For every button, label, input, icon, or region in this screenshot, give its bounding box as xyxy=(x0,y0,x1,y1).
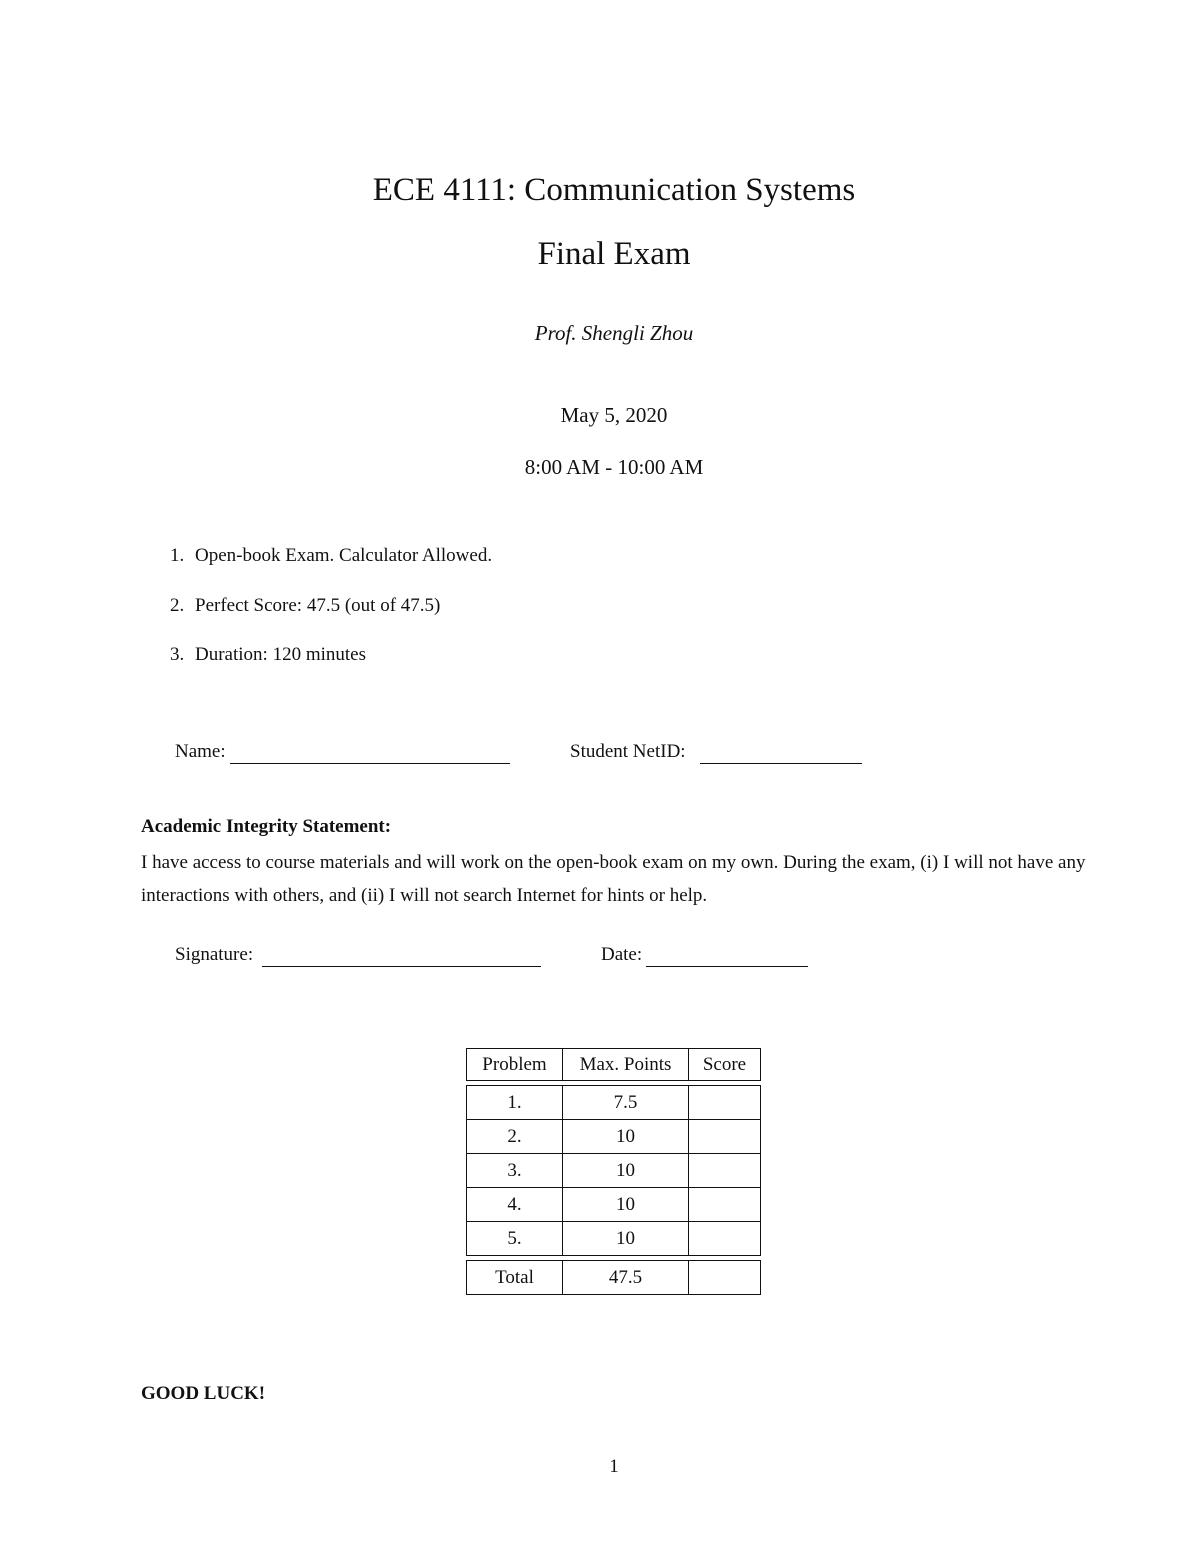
closing-text: GOOD LUCK! xyxy=(141,1383,266,1404)
integrity-body: I have access to course materials and will work on the open-book exam on my own. During the exam, (i) I will not have any interactions with others, and (ii) I will not search Internet for hints or help. xyxy=(141,852,1086,906)
instruction-number: 2. xyxy=(170,595,185,616)
name-label: Name: xyxy=(175,741,226,762)
score-cell[interactable] xyxy=(689,1086,761,1120)
table-header-row xyxy=(467,1049,761,1081)
score-table xyxy=(466,1048,761,1295)
instruction-text: Open-book Exam. Calculator Allowed. xyxy=(195,545,493,566)
points-cell: 10 xyxy=(563,1154,689,1188)
netid-blank-line[interactable] xyxy=(700,763,862,764)
table-row xyxy=(467,1154,761,1188)
exam-title: ECE 4111: Communication Systems xyxy=(372,172,856,208)
table-row xyxy=(467,1120,761,1154)
date-label: Date: xyxy=(601,944,643,965)
table-row xyxy=(467,1222,761,1256)
problem-cell: 2. xyxy=(467,1120,563,1154)
instruction-number: 3. xyxy=(170,644,185,665)
points-cell: 10 xyxy=(563,1222,689,1256)
score-cell[interactable] xyxy=(689,1222,761,1256)
netid-label: Student NetID: xyxy=(570,741,686,762)
problem-cell: 1. xyxy=(467,1086,563,1120)
signature-blank-line[interactable] xyxy=(262,966,541,967)
score-cell[interactable] xyxy=(689,1154,761,1188)
problem-cell: 4. xyxy=(467,1188,563,1222)
instruction-text: Duration: 120 minutes xyxy=(195,644,366,665)
exam-date: May 5, 2020 xyxy=(560,403,668,427)
points-cell: 7.5 xyxy=(563,1086,689,1120)
header-problem: Problem xyxy=(467,1049,563,1081)
total-score-cell[interactable] xyxy=(689,1261,761,1295)
points-cell: 10 xyxy=(563,1188,689,1222)
signature-label: Signature: xyxy=(175,944,254,965)
page-number: 1 xyxy=(609,1456,619,1477)
table-total-row xyxy=(467,1261,761,1295)
professor-name: Prof. Shengli Zhou xyxy=(534,321,694,345)
name-blank-line[interactable] xyxy=(230,763,510,764)
score-cell[interactable] xyxy=(689,1188,761,1222)
header-score: Score xyxy=(689,1049,761,1081)
table-row xyxy=(467,1188,761,1222)
instruction-item xyxy=(170,545,492,567)
header-max-points: Max. Points xyxy=(563,1049,689,1081)
exam-subtitle: Final Exam xyxy=(537,236,691,272)
date-blank-line[interactable] xyxy=(646,966,808,967)
instruction-item xyxy=(170,595,440,617)
total-points-cell: 47.5 xyxy=(563,1261,689,1295)
problem-cell: 5. xyxy=(467,1222,563,1256)
instruction-text: Perfect Score: 47.5 (out of 47.5) xyxy=(195,595,441,616)
exam-time: 8:00 AM - 10:00 AM xyxy=(524,455,704,479)
score-cell[interactable] xyxy=(689,1120,761,1154)
instruction-number: 1. xyxy=(170,545,185,566)
problem-cell: 3. xyxy=(467,1154,563,1188)
points-cell: 10 xyxy=(563,1120,689,1154)
instruction-item xyxy=(170,644,366,666)
total-label-cell: Total xyxy=(467,1261,563,1295)
integrity-heading: Academic Integrity Statement: xyxy=(141,816,392,837)
table-row xyxy=(467,1086,761,1120)
